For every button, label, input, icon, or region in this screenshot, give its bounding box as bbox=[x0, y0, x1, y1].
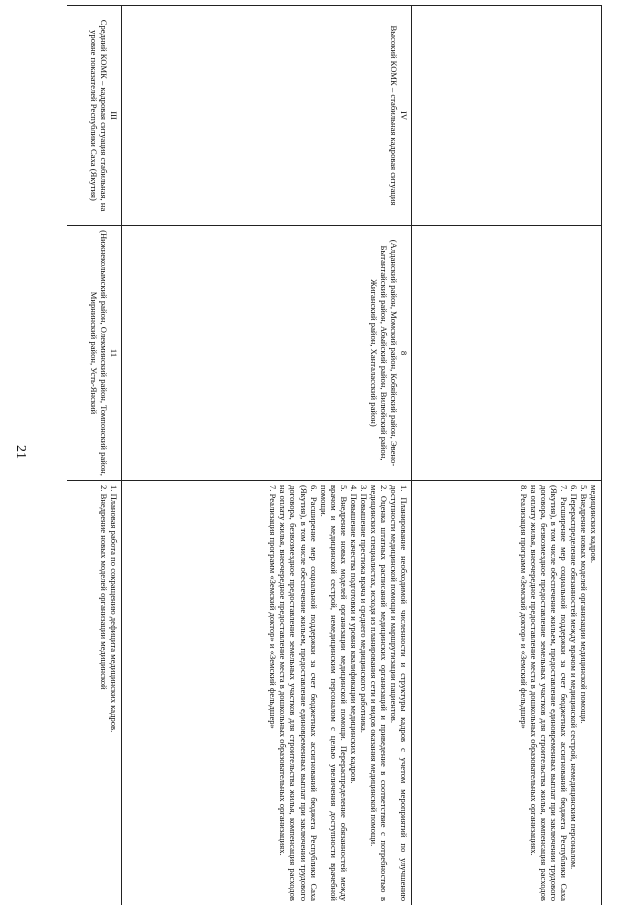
rotated-page bbox=[67, 5, 602, 905]
category-cell bbox=[67, 6, 122, 226]
measure-item: 6. Расширение мер социальной поддержки за счет бюджетных ассигнований бюджета Республики Саха (Якутия), в том числе обеспечение жильем, предоставление единовременных выплат при заключении трудового договора, безвозмездное предоставление земельных участков для строительства жилья, компенсация расходов на оплату жилья, внеочередное предоставление места в дошкольных образовательных организациях. bbox=[278, 485, 319, 901]
category-number: IV bbox=[399, 110, 409, 121]
measure-item: 1. Планирование необходимой численности и структуры кадров с учетом мероприятий по улучшению доступности медицинской помощи и маршрутизации пациентов. bbox=[388, 485, 409, 901]
table-sheet bbox=[67, 5, 602, 905]
table-row bbox=[122, 6, 412, 905]
measure-item: 3. Повышение престижа врача и среднего медицинского работника. bbox=[358, 485, 369, 733]
measure-item: 5. Внедрение новых моделей организации медицинской помощи. Перераспределение обязанностей между врачом и медицинской сестрой, немедицинским персоналом с целью увеличения доступности врачебной помощи. bbox=[318, 485, 349, 901]
category-number: III bbox=[109, 111, 119, 120]
category-text: Средний КОМК – кадровая ситуация стабильная, на уровне показателей Республики Саха (Якутия) bbox=[88, 19, 109, 212]
district-count: 8 bbox=[399, 350, 409, 356]
districts-cell-empty bbox=[412, 226, 602, 481]
district-list: (Алданский район, Момский район, Кобяйский район, Эвено-Бытантайский район, Абыйский район, Вилюйский район, Жиганский район, Ханталасский район) bbox=[368, 239, 399, 467]
measure-item: медицинских кадров. bbox=[589, 485, 599, 563]
measure-item: 8. Реализация программ «Земский доктор» и «Земский фельдшер» bbox=[518, 485, 529, 729]
measure-item: 4. Повышение качества подготовки и уровня квалификации медицинских кадров. bbox=[348, 485, 359, 784]
table-row bbox=[67, 6, 122, 905]
measure-item: 7. Реализация программ «Земский доктор» и «Земский фельдшер» bbox=[268, 485, 279, 729]
districts-cell bbox=[122, 226, 412, 481]
kadr-situation-table bbox=[67, 5, 602, 905]
measures-cell bbox=[122, 481, 412, 905]
measure-item: 7. Расширение мер социальной поддержки за счет бюджетных ассигнований бюджета Республики Саха (Якутия), в том числе обеспечение жильем, предоставление единовременных выплат при заключении трудового договора, безвозмездное предоставление земельных участков для строительства жилья, компенсация расходов на оплату жилья, внеочередное предоставление места в дошкольных образовательных организациях. bbox=[528, 485, 569, 901]
category-cell bbox=[122, 6, 412, 226]
district-list: (Нижнеколымский район, Олекминский район, Томпонский район, Мирнинский район, Усть-Янский bbox=[88, 230, 109, 476]
page-number: 21 bbox=[13, 445, 28, 459]
measures-cell bbox=[67, 481, 122, 905]
districts-cell bbox=[67, 226, 122, 481]
category-cell-empty bbox=[412, 6, 602, 226]
district-count: 11 bbox=[109, 348, 119, 358]
measure-item: 2. Внедрение новых моделей организации медицинской bbox=[98, 485, 109, 690]
measure-item: 5. Внедрение новых моделей организации медицинской помощи. bbox=[578, 485, 589, 724]
table-row bbox=[412, 6, 602, 905]
measure-item: 2. Оценка штатных расписаний медицинских организаций и приведение в соответствие с потребностью в медицинских специалистах, исходя из планирования сети и видов оказания медицинской помощи. bbox=[368, 485, 389, 901]
measures-cell bbox=[412, 481, 602, 905]
measure-item: 1. Плановая работа по сокращению дефицита медицинских кадров. bbox=[109, 485, 119, 733]
measure-item: 6. Перераспределение обязанностей между врачом и медицинской сестрой, немедицинским персоналом. bbox=[568, 485, 579, 870]
category-text: Высокий КОМК – стабильная кадровая ситуация bbox=[388, 25, 399, 206]
